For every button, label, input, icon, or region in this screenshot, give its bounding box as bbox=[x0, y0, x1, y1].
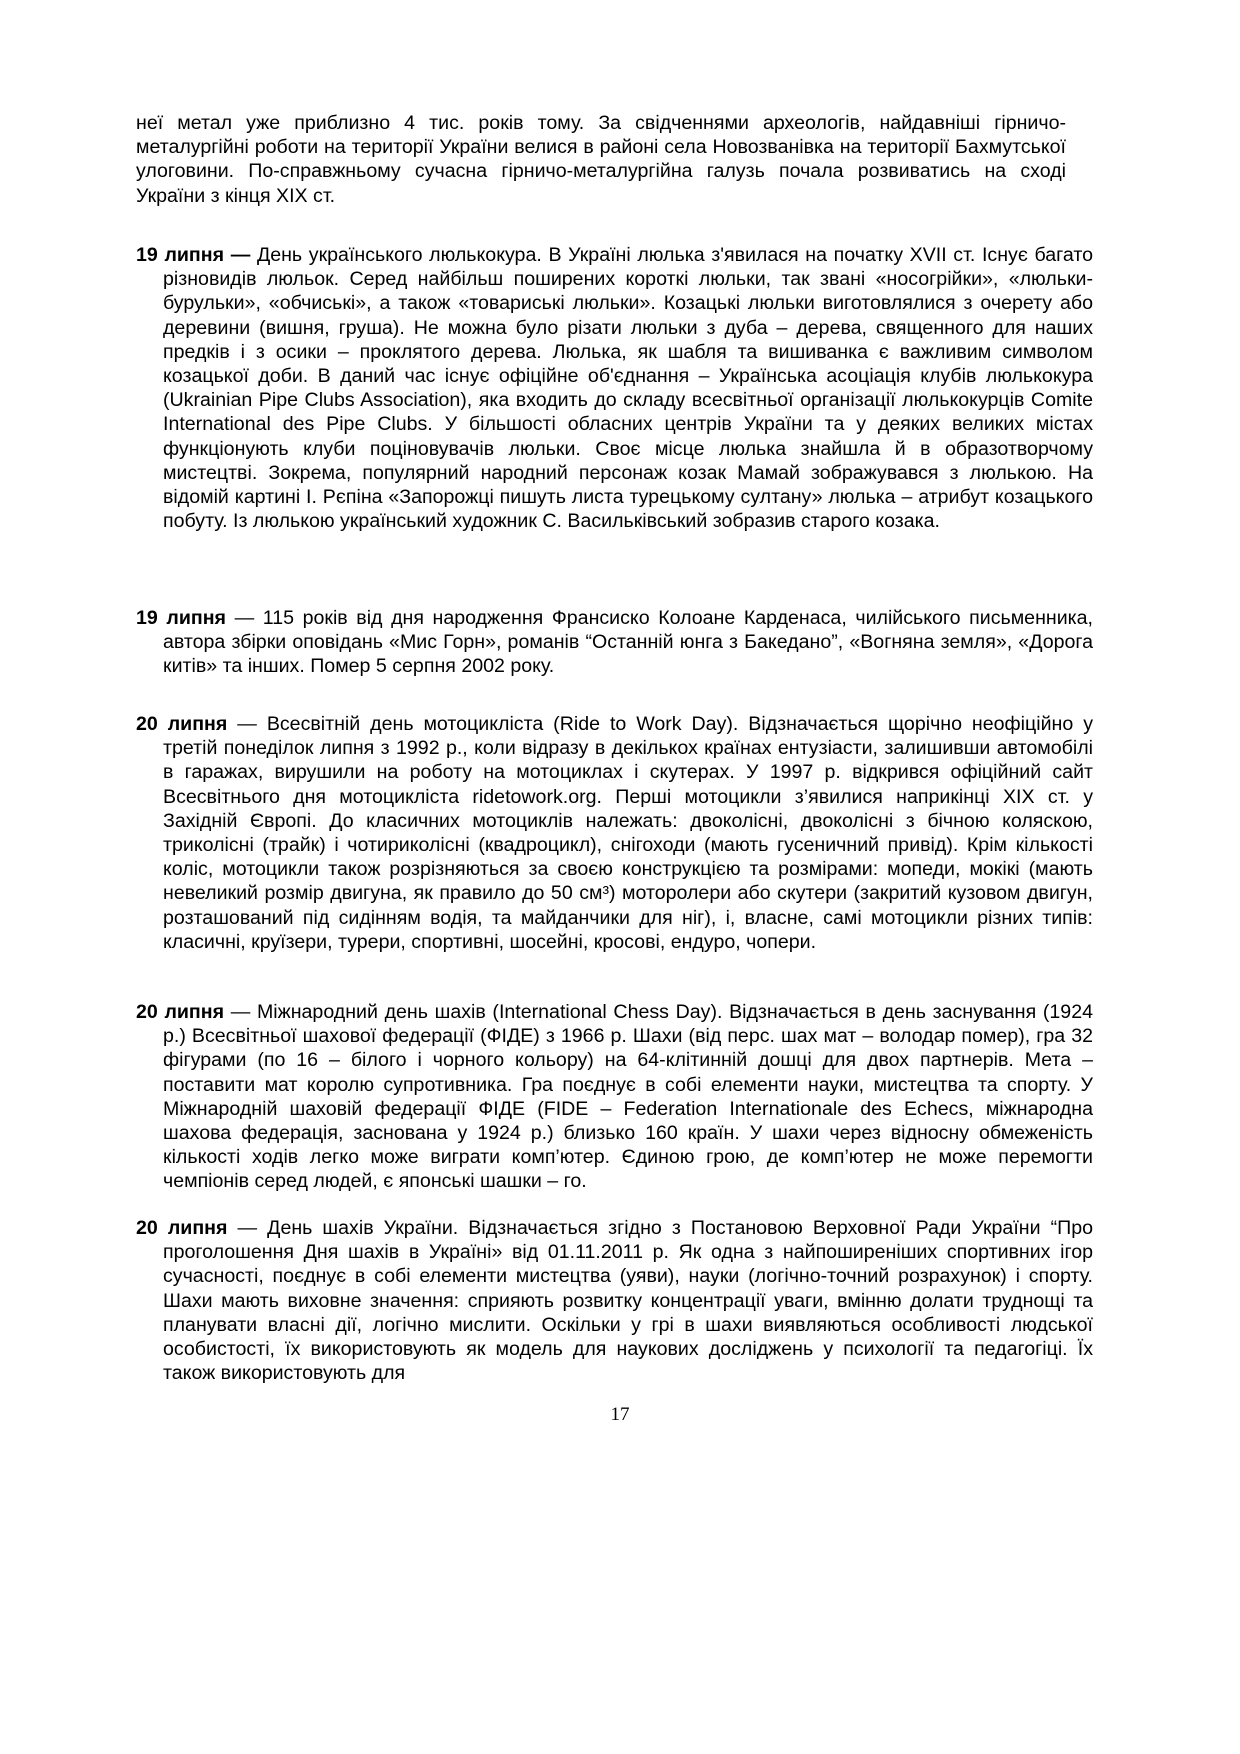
calendar-entry bbox=[136, 1000, 1093, 1194]
calendar-entry bbox=[136, 243, 1093, 533]
entry-text: День українського люлькокура. В Україні люлька з'явилася на початку XVII ст. Існує багато різновидів люльок. Серед найбільш поширених короткі люльки, так звані «носогрійки», «люльки-бурульки», «обчиські», а також «товариські люльки». Козацькі люльки виготовлялися з очерету або деревини (вишня, груша). Не можна було різати люльки з дуба – дерева, священного для наших предків і з осики – проклятого дерева. Люлька, як шабля та вишиванка є важливим символом козацької доби. В даний час існує офіційне об'єднання – Українська асоціація клубів люлькокура (Ukrainian Pipe Clubs Association), яка входить до складу всесвітньої організації люлькокурців Comite International des Pipe Clubs. У більшості обласних центрів України та у деяких великих містах функціонують клуби поціновувачів люльки. Своє місце люлька знайшла й в образотворчому мистецтві. Зокрема, популярний народний персонаж козак Мамай зображувався з люлькою. На відомій картині І. Рєпіна «Запорожці пишуть листа турецькому султану» люлька – атрибут козацького побуту. Із люлькою український художник С. Васильківський зобразив старого козака. bbox=[163, 244, 1093, 533]
intro-paragraph bbox=[136, 111, 1066, 208]
entry-dash: — bbox=[227, 713, 267, 735]
calendar-entry bbox=[136, 712, 1093, 954]
entry-date: 19 липня bbox=[136, 607, 226, 629]
calendar-entry bbox=[136, 1216, 1093, 1385]
entry-dash: — bbox=[224, 1001, 257, 1023]
page-number: 17 bbox=[610, 1404, 630, 1425]
entry-date: 20 липня bbox=[136, 1217, 228, 1239]
entry-dash: — bbox=[227, 1217, 268, 1239]
entry-date: 20 липня bbox=[136, 1001, 225, 1023]
intro-text: неї метал уже приблизно 4 тис. років тому. За свідченнями археологів, найдавніші гірничо-металургійні роботи на території України велися в районі села Новозванівка на території Бахмутської улоговини. По-справжньому сучасна гірничо-металургійна галузь почала розвиватись на сході України з кінця ХІХ ст. bbox=[136, 112, 1066, 207]
calendar-entry bbox=[136, 606, 1093, 679]
entry-date: 20 липня bbox=[136, 713, 228, 735]
entry-text: День шахів України. Відзначається згідно з Постановою Верховної Ради України “Про проголошення Дня шахів в Україні» від 01.11.2011 р. Як одна з найпоширеніших спортивних ігор сучасності, поєднує в собі елементи мистецтва (уяви), науки (логічно-точний розрахунок) і спорту. Шахи мають виховне значення: сприяють розвитку концентрації уваги, вмінню долати труднощі та планувати власні дії, логічно мислити. Оскільки у грі в шахи виявляються особливості людської особистості, їх використовують як модель для наукових досліджень у психології та педагогіці. Їх також використовують для bbox=[163, 1217, 1093, 1385]
entry-dash: — bbox=[224, 244, 257, 266]
entry-text: Міжнародний день шахів (International Chess Day). Відзначається в день заснування (1924 р.) Всесвітньої шахової федерації (ФІДЕ) з 1966 р. Шахи (від перс. шах мат – володар помер), гра 32 фігурами (по 16 – білого і чорного кольору) на 64-клітинній дошці для двох партнерів. Мета – поставити мат королю супротивника. Гра поєднує в собі елементи науки, мистецтва та спорту. У Міжнародній шаховій федерації ФІДЕ (FIDE – Federation Internationale des Echecs, міжнародна шахова федерація, заснована у 1924 р.) близько 160 країн. У шахи через відносну обмеженість кількості ходів легко може виграти комп’ютер. Єдиною грою, де комп’ютер не може перемогти чемпіонів серед людей, є японські шашки – го. bbox=[163, 1001, 1093, 1193]
entry-text: Всесвітній день мотоцикліста (Ride to Work Day). Відзначається щорічно неофіційно у третій понеділок липня з 1992 р., коли відразу в декількох країнах ентузіасти, залишивши автомобілі в гаражах, вирушили на роботу на мотоциклах і скутерах. У 1997 р. відкрився офіційний сайт Всесвітнього дня мотоцикліста ridetowork.org. Перші мотоцикли з’явилися наприкінці ХІХ ст. у Західній Європі. До класичних мотоциклів належать: двоколісні, двоколісні з бічною коляскою, триколісні (трайк) і чотириколісні (квадроцикл), снігоходи (мають гусеничний привід). Крім кількості коліс, мотоцикли також розрізняються за своєю конструкцією та розмірами: мопеди, мокікі (мають невеликий розмір двигуна, як правило до 50 см³) моторолери або скутери (закритий кузовом двигун, розташований під сидінням водія, та майданчики для ніг), і, власне, самі мотоцикли різних типів: класичні, круїзери, турери, спортивні, шосейні, кросові, ендуро, чопери. bbox=[163, 713, 1093, 953]
entry-date: 19 липня bbox=[136, 244, 225, 266]
entry-dash: — bbox=[225, 607, 263, 629]
entry-text: 115 років від дня народження Франсиско Колоане Карденаса, чилійського письменника, автора збірки оповідань «Мис Горн», романів “Останній юнга з Бакедано”, «Вогняна земля», «Дорога китів» та інших. Помер 5 серпня 2002 року. bbox=[163, 607, 1093, 678]
